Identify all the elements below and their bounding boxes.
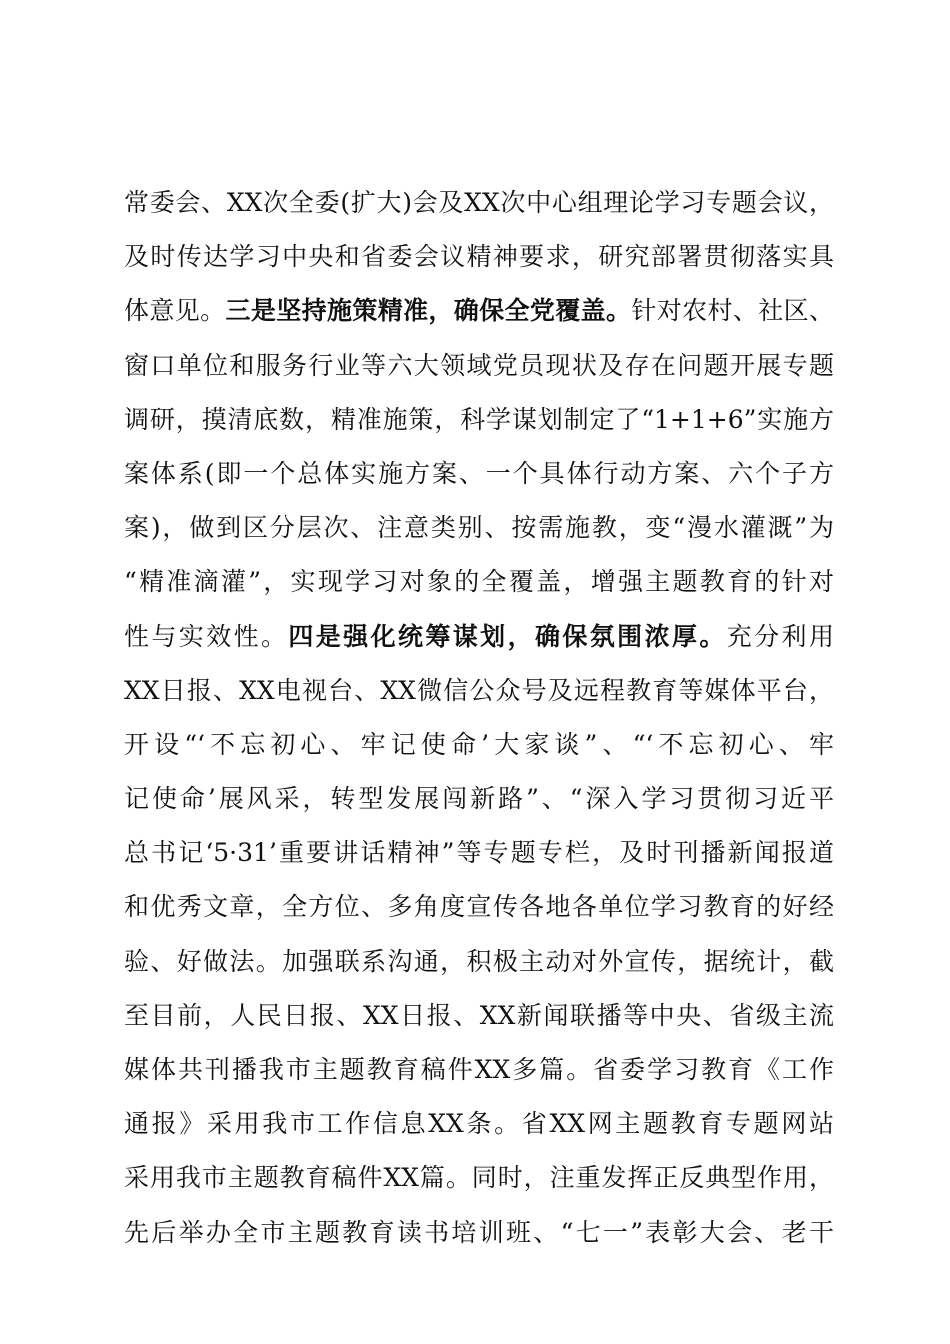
text-run: 和优秀文章，全方位、多角度宣传各地各单位学习教育的好经 — [124, 892, 834, 922]
text-run: XX日报、XX电视台、XX微信公众号及远程教育等媒体平台， — [124, 675, 834, 705]
text-line — [124, 447, 834, 501]
text-line — [124, 1097, 834, 1151]
text-run: 案)，做到区分层次、注意类别、按需施教，变“漫水灌溉”为 — [124, 513, 834, 543]
text-run: 常委会、XX次全委(扩大)会及XX次中心组理论学习专题会议， — [124, 188, 834, 217]
text-run: 至目前，人民日报、XX日报、XX新闻联播等中央、省级主流 — [124, 1000, 834, 1030]
text-line — [124, 176, 834, 230]
text-line — [124, 880, 834, 934]
text-run: 总书记‘5·31’重要讲话精神”等专题专栏，及时刊播新闻报道 — [124, 838, 834, 868]
text-line — [124, 1043, 834, 1097]
text-line — [124, 339, 834, 393]
text-line — [124, 1206, 834, 1260]
text-line — [124, 935, 834, 989]
text-run: 窗口单位和服务行业等六大领域党员现状及存在问题开展专题 — [124, 350, 834, 380]
text-line — [124, 989, 834, 1043]
text-run: 体意见。 — [124, 296, 226, 326]
text-line — [124, 501, 834, 555]
text-line — [124, 1151, 834, 1205]
text-run: 性与实效性。 — [124, 621, 289, 651]
bold-heading-run: 四是强化统筹谋划，确保氛围浓厚。 — [288, 621, 727, 651]
text-line — [124, 284, 834, 338]
text-run: 记使命’展风采，转型发展闯新路”、“深入学习贯彻习近平 — [124, 784, 834, 814]
bold-heading-run: 三是坚持施策精准，确保全党覆盖。 — [225, 296, 632, 326]
text-line — [124, 664, 834, 718]
text-line — [124, 393, 834, 447]
text-line — [124, 772, 834, 826]
text-line — [124, 555, 834, 609]
text-run: 验、好做法。加强联系沟通，积极主动对外宣传，据统计，截 — [124, 946, 834, 976]
body-paragraph — [124, 176, 834, 1260]
text-run: 采用我市主题教育稿件XX篇。同时，注重发挥正反典型作用， — [124, 1163, 834, 1193]
text-run: 通报》采用我市工作信息XX条。省XX网主题教育专题网站 — [124, 1109, 834, 1139]
text-line — [124, 718, 834, 772]
text-run: 媒体共刊播我市主题教育稿件XX多篇。省委学习教育《工作 — [124, 1055, 834, 1084]
text-line — [124, 230, 834, 284]
text-line — [124, 610, 834, 664]
text-run: 及时传达学习中央和省委会议精神要求，研究部署贯彻落实具 — [124, 242, 834, 272]
text-line — [124, 826, 834, 880]
text-run: 针对农村、社区、 — [631, 296, 834, 326]
text-run: “精准滴灌”，实现学习对象的全覆盖，增强主题教育的针对 — [124, 567, 834, 597]
text-run: 充分利用 — [726, 621, 834, 651]
text-run: 开设“‘不忘初心、牢记使命’大家谈”、“‘不忘初心、牢 — [124, 729, 834, 759]
text-run: 案体系(即一个总体实施方案、一个具体行动方案、六个子方 — [124, 458, 834, 488]
text-run: 先后举办全市主题教育读书培训班、“七一”表彰大会、老干 — [124, 1217, 834, 1247]
text-run: 调研，摸清底数，精准施策，科学谋划制定了“1+1+6”实施方 — [124, 404, 834, 434]
